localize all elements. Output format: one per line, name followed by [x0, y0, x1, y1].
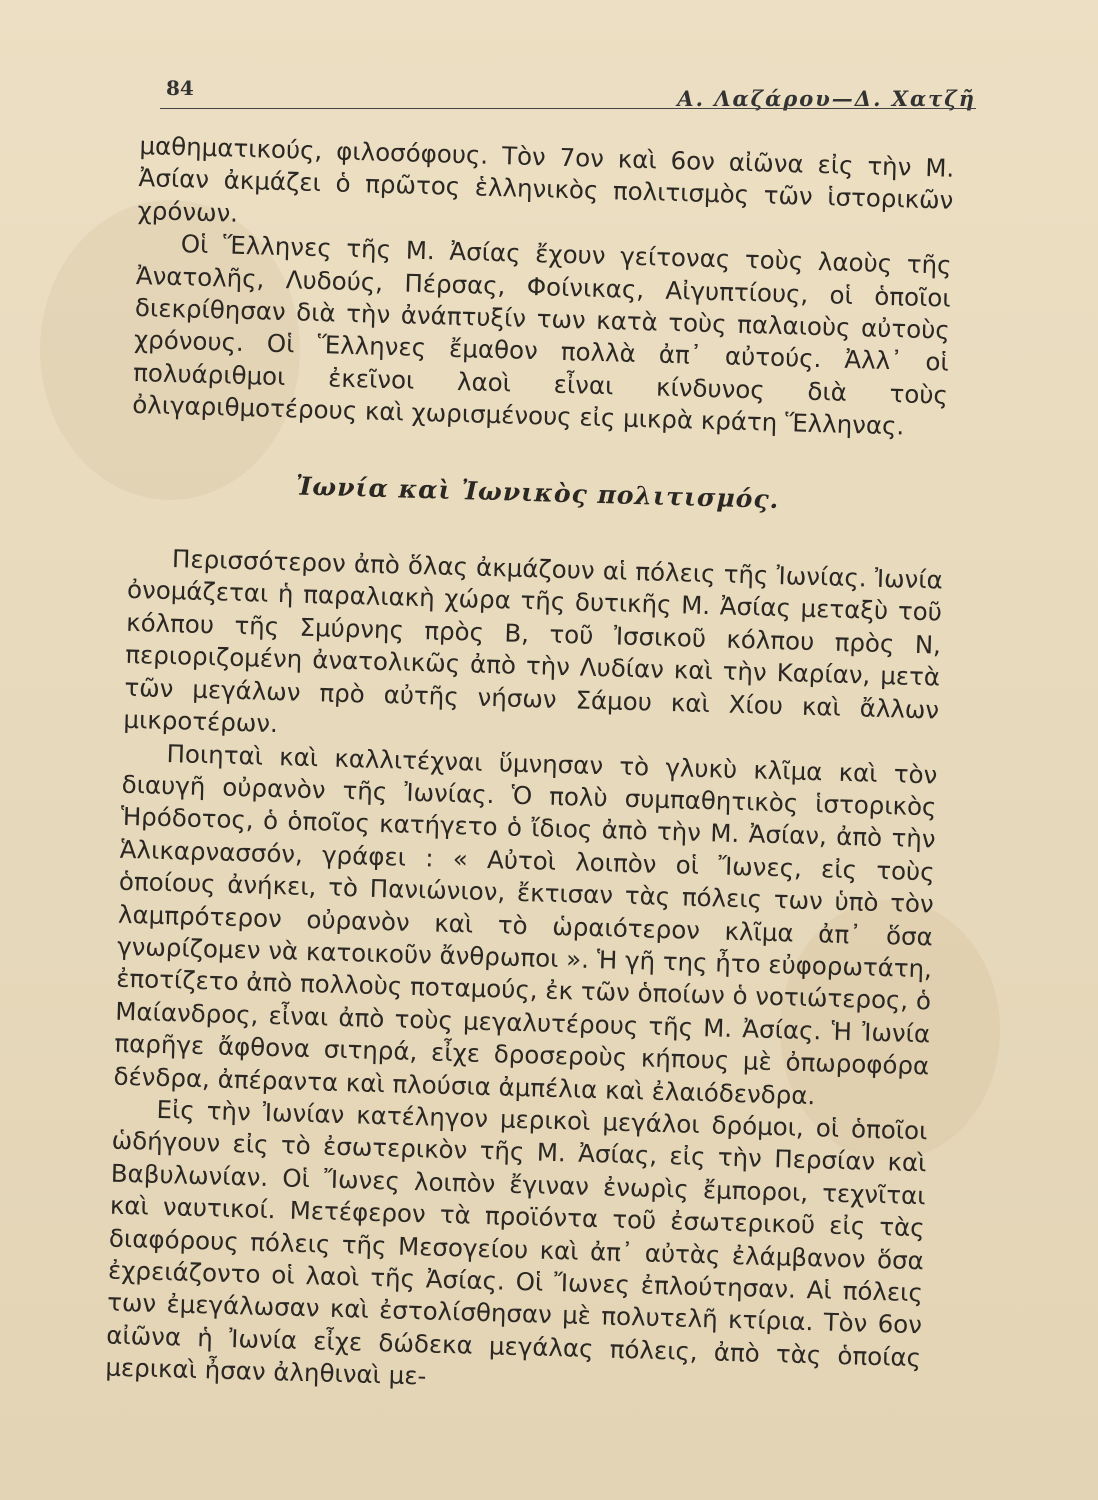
paragraph: Εἰς τὴν Ἰωνίαν κατέληγον μερικοὶ μεγάλοι δρόμοι, οἱ ὁποῖοι ὡδήγουν εἰς τὸ ἐσωτερικὸν τῆς Μ. Ἀσίας, εἰς τὴν Περσίαν καὶ Βαβυλωνίαν. Οἱ Ἴωνες λοιπὸν ἔγιναν ἐνωρὶς ἔμποροι, τεχνῖται καὶ ναυτικοί. Μετέφερον τὰ προϊόντα τοῦ ἐσωτερικοῦ εἰς τὰς διαφόρους πόλεις τῆς Μεσογείου καὶ ἀπ᾽ αὐτὰς ἐλάμβανον ὅσα ἐχρειάζοντο οἱ λαοὶ τῆς Ἀσίας. Οἱ Ἴωνες ἐπλούτησαν. Αἱ πόλεις των ἐμεγάλωσαν καὶ ἐστολίσθησαν μὲ πολυτελῆ κτίρια. Τὸν 6ον αἰῶνα ἡ Ἰωνία εἶχε δώδεκα μεγάλας πόλεις, ἀπὸ τὰς ὁποίας μερικαὶ ἦσαν ἀληθιναὶ με-: [105, 1094, 928, 1391]
running-head: Α. Λαζάρου—Δ. Χατζῆ: [677, 86, 976, 111]
page-header: [160, 72, 980, 122]
paragraph: Οἱ Ἕλληνες τῆς Μ. Ἀσίας ἔχουν γείτονας τοὺς λαοὺς τῆς Ἀνατολῆς, Λυδούς, Πέρσας, Φοίνικας, Αἰγυπτίους, οἱ ὁποῖοι διεκρίθησαν διὰ τὴν ἀνάπτυξίν των κατὰ τοὺς παλαιοὺς αὐτοὺς χρόνους. Οἱ Ἕλληνες ἔμαθον πολλὰ ἀπ᾽ αὐτούς. Ἀλλ᾽ οἱ πολυάριθμοι ἐκεῖνοι λαοὶ εἶναι κίνδυνος διὰ τοὺς ὀλιγαριθμοτέρους καὶ χωρισμένους εἰς μικρὰ κράτη Ἕλληνας.: [131, 229, 952, 441]
header-rule: [160, 108, 976, 109]
paragraph: μαθηματικούς, φιλοσόφους. Τὸν 7ον καὶ 6ον αἰῶνα εἰς τὴν Μ. Ἀσίαν ἀκμάζει ὁ πρῶτος ἑλληνικὸς πολιτισμὸς τῶν ἱστορικῶν χρόνων.: [137, 130, 955, 228]
paragraph: Ποιηταὶ καὶ καλλιτέχναι ὕμνησαν τὸ γλυκὺ κλῖμα καὶ τὸν διαυγῆ οὐρανὸν τῆς Ἰωνίας. Ὁ πολὺ συμπαθητικὸς ἱστορικὸς Ἡρόδοτος, ὁ ὁποῖος κατήγετο ὁ ἴδιος ἀπὸ τὴν Μ. Ἀσίαν, ἀπὸ τὴν Ἁλικαρνασσόν, γράφει : « Αὐτοὶ λοιπὸν οἱ Ἴωνες, εἰς τοὺς ὁποίους ἀνήκει, τὸ Πανιώνιον, ἔκτισαν τὰς πόλεις των ὑπὸ τὸν λαμπρότερον οὐρανὸν καὶ τὸ ὡραιότερον κλῖμα ἀπ᾽ ὅσα γνωρίζομεν νὰ κατοικοῦν ἄνθρωποι ». Ἡ γῆ της ἦτο εὐφορωτάτη, ἐποτίζετο ἀπὸ πολλοὺς ποταμούς, ἐκ τῶν ὁποίων ὁ νοτιώτερος, ὁ Μαίανδρος, εἶναι ἀπὸ τοὺς μεγαλυτέρους τῆς Μ. Ἀσίας. Ἡ Ἰωνία παρῆγε ἄφθονα σιτηρά, εἶχε δροσεροὺς κήπους μὲ ὀπωροφόρα δένδρα, ἀπέραντα καὶ πλούσια ἀμπέλια καὶ ἐλαιόδενδρα.: [113, 738, 938, 1110]
page-number: 84: [166, 76, 194, 100]
body-text: [105, 130, 955, 1407]
section-heading: Ἰωνία καὶ Ἰωνικὸς πολιτισμός.: [295, 471, 780, 514]
paragraph: Περισσότερον ἀπὸ ὅλας ἀκμάζουν αἱ πόλεις τῆς Ἰωνίας. Ἰωνία ὀνομάζεται ἡ παραλιακὴ χώρα τῆς δυτικῆς Μ. Ἀσίας μεταξὺ τοῦ κόλπου τῆς Σμύρνης πρὸς Β, τοῦ Ἰσσικοῦ κόλπου πρὸς Ν, περιοριζομένη ἀνατολικῶς ἀπὸ τὴν Λυδίαν καὶ τὴν Καρίαν, μετὰ τῶν μεγάλων πρὸ αὐτῆς νήσων Σάμου καὶ Χίου καὶ ἄλλων μικροτέρων.: [123, 544, 944, 739]
